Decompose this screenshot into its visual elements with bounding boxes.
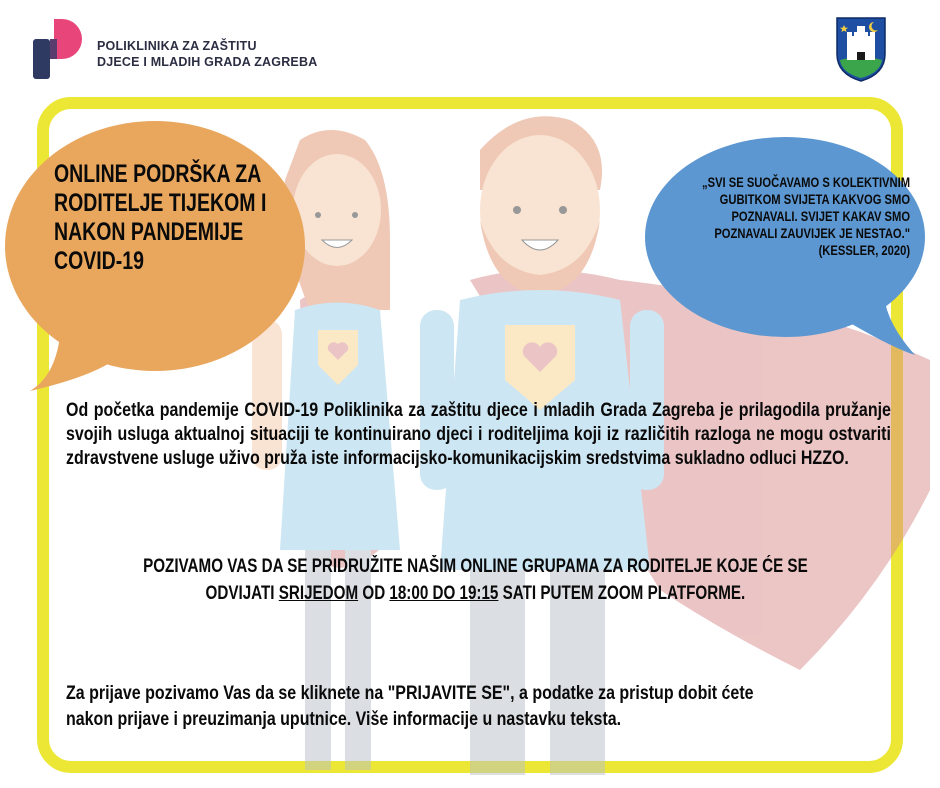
support-title-line4: COVID-19 xyxy=(54,247,144,275)
signup-line2: nakon prijave i preuzimanja uputnice. Više informacije u nastavku teksta. xyxy=(66,708,622,730)
poliklinika-logo-icon xyxy=(33,17,83,79)
invitation-prefix: ODVIJATI xyxy=(205,583,279,604)
signup-info xyxy=(66,680,896,732)
support-title-line3: NAKON PANDEMIJE xyxy=(54,218,244,246)
quote-line4: POZNAVALI ZAUVIJEK JE NESTAO." xyxy=(714,225,910,241)
invitation-from: OD xyxy=(358,583,390,604)
invitation-time: 18:00 DO 19:15 xyxy=(389,583,499,604)
invitation-suffix: SATI PUTEM ZOOM PLATFORME. xyxy=(498,583,746,604)
kessler-quote xyxy=(702,174,910,259)
header xyxy=(0,0,940,95)
support-title-line1: ONLINE PODRŠKA ZA xyxy=(54,160,262,188)
organization-name xyxy=(97,38,317,70)
invitation xyxy=(60,553,890,607)
intro-paragraph-text: Od početka pandemije COVID-19 Poliklinika za zaštitu djece i mladih Grada Zagreba je prilagodila pružanje svojih usluga aktualnoj situaciji te kontinuirano djeci i roditeljima koji iz različitih razloga ne mogu ostvariti zdravstvene usluge uživo pruža iste informacijsko-komunikacijskim sredstvima sukladno odluci HZZO. xyxy=(66,399,891,469)
support-title-line2: RODITELJE TIJEKOM I xyxy=(54,189,267,217)
signup-info-text xyxy=(66,680,896,732)
quote-line1: „SVI SE SUOČAVAMO S KOLEKTIVNIM xyxy=(701,174,910,190)
quote-line2: GUBITKOM SVIJETA KAKVOG SMO xyxy=(719,191,910,207)
zagreb-coat-of-arms-icon xyxy=(834,16,888,82)
invitation-text xyxy=(143,553,808,607)
quote-line3: POZNAVALI. SVIJET KAKAV SMO xyxy=(731,208,910,224)
signup-line1: Za prijave pozivamo Vas da se kliknete na "PRIJAVITE SE", a podatke za pristup dobit ćete xyxy=(66,682,754,704)
org-name-line2: DJECE I MLADIH GRADA ZAGREBA xyxy=(97,55,318,69)
support-title xyxy=(54,160,267,276)
invitation-line1: POZIVAMO VAS DA SE PRIDRUŽITE NAŠIM ONLINE GRUPAMA ZA RODITELJE KOJE ĆE SE xyxy=(143,556,808,577)
invitation-day: SRIJEDOM xyxy=(278,583,359,604)
quote-source: (KESSLER, 2020) xyxy=(818,242,910,258)
org-name-line1: POLIKLINIKA ZA ZAŠTITU xyxy=(97,39,257,53)
invitation-line2 xyxy=(143,580,808,607)
intro-paragraph xyxy=(66,398,891,470)
